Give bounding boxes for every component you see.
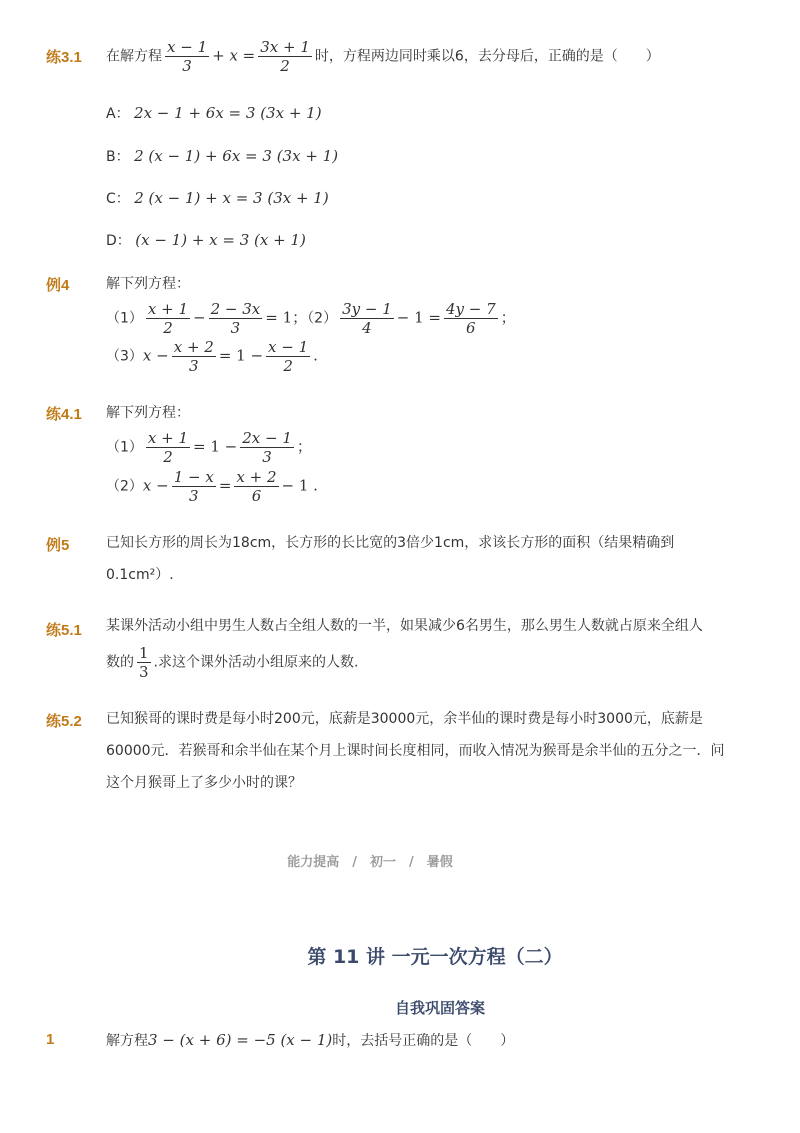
problem-tag: 练3.1 xyxy=(46,49,82,66)
equation-line: （2）x − $\frac{1 - x}{3}$ = $\frac{x + 2}{6}$ − 1 . xyxy=(106,468,318,505)
equation-line: （1） $\frac{x + 1}{2}$ = 1 − $\frac{2x - 1}{3}$ ； xyxy=(106,429,312,466)
option-b: B： 2 (x − 1) + 6x = 3 (3x + 1) xyxy=(106,147,339,165)
problem-tag: 练5.1 xyxy=(46,622,82,639)
answers-heading: 自我巩固答案 xyxy=(394,999,485,1017)
example-tag: 例4 xyxy=(46,277,70,294)
fraction: $\frac{x - 1}{3}$ xyxy=(167,38,208,75)
problem-tag: 练4.1 xyxy=(46,406,82,423)
intro-text: 解下列方程： xyxy=(106,405,190,421)
problem-text: 已知长方形的周长为18cm，长方形的长比宽的3倍少1cm，求该长方形的面积（结果精确到 0.1cm²）. xyxy=(106,535,675,583)
problem-text: 数的 $\frac{1}{3}$ .求这个课外活动小组原来的人数. xyxy=(106,644,359,681)
fraction: $\frac{3x + 1}{2}$ xyxy=(260,38,310,75)
equation-line: （3）x − $\frac{x + 2}{3}$ = 1 − $\frac{x - 1}{2}$ . xyxy=(106,338,318,375)
statement-text: 时，方程两边同时乘以6，去分母后，正确的是（ ） xyxy=(314,48,660,65)
intro-text: 解下列方程： xyxy=(106,276,190,292)
option-c: C： 2 (x − 1) + x = 3 (3x + 1) xyxy=(106,189,329,207)
question-text: 解方程3 − (x + 6) = −5 (x − 1)时，去括号正确的是（ ） xyxy=(106,1031,515,1049)
example-tag: 例5 xyxy=(46,537,70,554)
chapter-title: 第 11 讲 一元一次方程（二） xyxy=(307,946,563,968)
problem-text: 某课外活动小组中男生人数占全组人数的一半，如果减少6名男生，那么男生人数就占原来全组人 xyxy=(106,618,703,634)
problem-tag: 练5.2 xyxy=(46,713,82,730)
question-number: 1 xyxy=(46,1031,55,1048)
option-d: D： (x − 1) + x = 3 (x + 1) xyxy=(106,231,306,249)
equation-line: （1） $\frac{x + 1}{2}$ − $\frac{2 - 3x}{3}$ = 1；（2） $\frac{3y - 1}{4}$ − 1 = $\frac{4y - 7}{6}$ ； xyxy=(106,300,516,337)
problem-statement xyxy=(106,38,660,75)
page-footer: 能力提高 / 初一 / 暑假 xyxy=(287,855,453,870)
statement-text: 在解方程 xyxy=(106,48,162,65)
math-expr: + x = xyxy=(212,46,256,65)
option-a: A： 2x − 1 + 6x = 3 (3x + 1) xyxy=(106,104,322,122)
problem-text: 已知猴哥的课时费是每小时200元，底薪是30000元，余半仙的课时费是每小时3000元，底薪是60000元．若猴哥和余半仙在某个月上课时间长度相同，而收入情况为猴哥是余半仙的五分之一．问这个月猴哥上了多少小时的课？ xyxy=(106,711,725,791)
